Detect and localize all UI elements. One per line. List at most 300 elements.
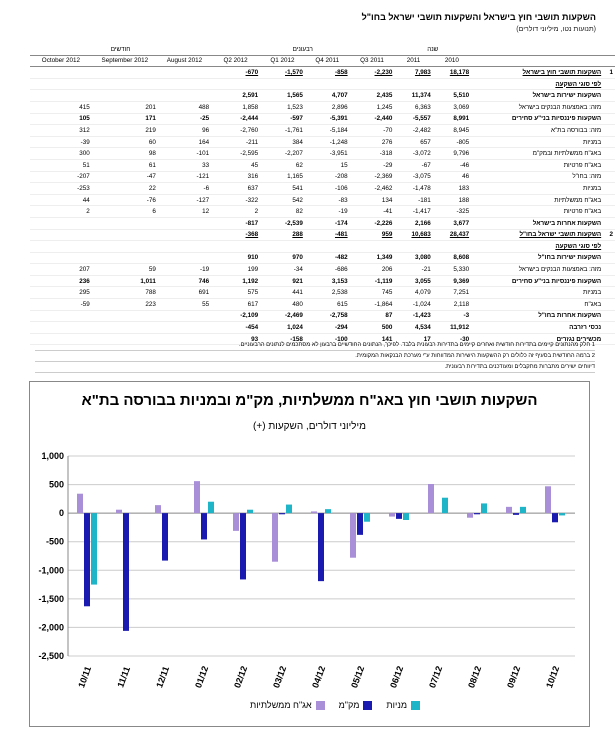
- table-cell: -2,760: [211, 125, 260, 137]
- table-cell: 8,991: [433, 113, 471, 125]
- table-cell: -2,758: [305, 310, 350, 322]
- group-monthly: חודשים: [30, 44, 211, 55]
- table-cell: -100: [305, 333, 350, 345]
- table-cell: 2,538: [305, 287, 350, 299]
- table-cell: -2,440: [350, 113, 395, 125]
- table-cell: 11,374: [394, 90, 432, 102]
- table-row: [30, 229, 615, 241]
- table-cell: [92, 229, 158, 241]
- bar: [364, 513, 370, 522]
- row-number: [603, 217, 615, 229]
- footnote: 2 ברמה החודשית בסעיף זה כלולים רק ההשקעות הישירות המדווחות ע"י מערכת הבנקאות המקומית.: [35, 351, 595, 362]
- table-cell: [158, 229, 211, 241]
- table-cell: 637: [211, 183, 260, 195]
- table-cell: [30, 252, 92, 264]
- row-label: השקעות אחרות בישראל: [482, 217, 603, 229]
- table-cell: [92, 78, 158, 90]
- table-cell: [92, 217, 158, 229]
- table-cell: 415: [30, 101, 92, 113]
- table-cell: -208: [305, 171, 350, 183]
- x-tick-label: 11/11: [115, 665, 133, 689]
- table-cell: -2,595: [211, 148, 260, 160]
- table-cell: [433, 78, 471, 90]
- table-cell: 488: [158, 101, 211, 113]
- table-cell: [92, 252, 158, 264]
- table-cell: 276: [350, 136, 395, 148]
- bar: [467, 513, 473, 518]
- table-row: [30, 125, 615, 137]
- bar: [545, 486, 551, 513]
- group-quarterly: רבעונים: [211, 44, 394, 55]
- row-label: השקעות פיננסיות בני"ע סחירים: [482, 113, 603, 125]
- table-cell: [92, 67, 158, 79]
- table-cell: -805: [433, 136, 471, 148]
- row-number: [603, 287, 615, 299]
- table-row: [30, 113, 615, 125]
- x-tick-label: 08/12: [466, 664, 484, 690]
- y-tick-label: 500: [48, 479, 64, 490]
- table-cell: -3,075: [394, 171, 432, 183]
- table-cell: 2,435: [350, 90, 395, 102]
- row-label: מזה: באמצעות הבנקים בישראל: [482, 264, 603, 276]
- row-label: נכסי רזרבה: [482, 322, 603, 334]
- table-cell: -83: [305, 194, 350, 206]
- table-cell: -106: [305, 183, 350, 195]
- table-cell: 4,707: [305, 90, 350, 102]
- table-cell: -3,072: [394, 148, 432, 160]
- table-cell: -47: [92, 171, 158, 183]
- bar: [552, 513, 558, 522]
- bar: [513, 513, 519, 515]
- column-header: 2010: [433, 55, 471, 67]
- table-cell: -2,226: [350, 217, 395, 229]
- table-cell: 1,349: [350, 252, 395, 264]
- row-label: לפי סוגי השקעה: [482, 78, 603, 90]
- table-cell: -34: [260, 264, 305, 276]
- table-cell: -70: [350, 125, 395, 137]
- bar-chart: [30, 382, 589, 726]
- table-cell: 236: [30, 275, 92, 287]
- table-cell: [260, 241, 305, 253]
- table-cell: -817: [211, 217, 260, 229]
- table-cell: 93: [211, 333, 260, 345]
- table-row: [30, 206, 615, 218]
- x-tick-label: 01/12: [193, 664, 211, 690]
- table-cell: 3,677: [433, 217, 471, 229]
- table-cell: 171: [92, 113, 158, 125]
- table-cell: -25: [158, 113, 211, 125]
- table-cell: 480: [260, 299, 305, 311]
- table-cell: 8,945: [433, 125, 471, 137]
- row-label: השקעות תושבי ישראל בחו"ל: [482, 229, 603, 241]
- bar: [123, 513, 129, 631]
- table-cell: [158, 67, 211, 79]
- table-cell: 8,608: [433, 252, 471, 264]
- row-label: מזה: באמצעות הבנקים בישראל: [482, 101, 603, 113]
- table-cell: 691: [158, 287, 211, 299]
- column-group-row: [30, 44, 615, 55]
- table-cell: 82: [260, 206, 305, 218]
- table-row: [30, 194, 615, 206]
- table-row: [30, 322, 615, 334]
- table-title: השקעות תושבי חוץ בישראל והשקעות תושבי ישראל בחו"ל: [361, 12, 596, 22]
- table-cell: -686: [305, 264, 350, 276]
- table-cell: 17: [394, 333, 432, 345]
- table-cell: -325: [433, 206, 471, 218]
- table-row: [30, 159, 615, 171]
- y-tick-label: -2,000: [38, 622, 64, 633]
- table-cell: 183: [433, 183, 471, 195]
- table-cell: 1,192: [211, 275, 260, 287]
- table-cell: 11,912: [433, 322, 471, 334]
- row-number: 2: [603, 229, 615, 241]
- table-cell: 2,896: [305, 101, 350, 113]
- bar: [311, 511, 317, 513]
- table-cell: 7,983: [394, 67, 432, 79]
- table-cell: [350, 78, 395, 90]
- bar: [474, 513, 480, 514]
- bar: [240, 513, 246, 579]
- row-number: [603, 125, 615, 137]
- bar: [481, 503, 487, 513]
- bar: [389, 513, 395, 516]
- table-cell: -6: [158, 183, 211, 195]
- table-cell: -41: [350, 206, 395, 218]
- table-cell: [158, 241, 211, 253]
- bar: [116, 510, 122, 513]
- table-cell: -597: [260, 113, 305, 125]
- table-cell: 657: [394, 136, 432, 148]
- row-label: לפי סוגי השקעה: [482, 241, 603, 253]
- table-cell: -19: [158, 264, 211, 276]
- table-row: [30, 90, 615, 102]
- table-cell: 312: [30, 125, 92, 137]
- bar: [155, 505, 161, 513]
- bar: [272, 513, 278, 562]
- table-cell: -481: [305, 229, 350, 241]
- y-tick-label: -1,500: [38, 593, 64, 604]
- table-cell: [305, 78, 350, 90]
- table-cell: -2,444: [211, 113, 260, 125]
- row-number: [603, 333, 615, 345]
- table-cell: 300: [30, 148, 92, 160]
- row-label: מזה: בחו"ל: [482, 171, 603, 183]
- row-label: השקעות ישירות בחו"ל: [482, 252, 603, 264]
- table-cell: -1,024: [394, 299, 432, 311]
- table-cell: -46: [433, 159, 471, 171]
- row-number: [603, 90, 615, 102]
- table-cell: 970: [260, 252, 305, 264]
- table-cell: 134: [350, 194, 395, 206]
- table-cell: -482: [305, 252, 350, 264]
- bar: [279, 513, 285, 514]
- column-header: August 2012: [158, 55, 211, 67]
- table-cell: -294: [305, 322, 350, 334]
- row-number: [603, 136, 615, 148]
- table-cell: 575: [211, 287, 260, 299]
- row-label: באג"ח פרטיות: [482, 206, 603, 218]
- bar: [428, 484, 434, 513]
- table-cell: 18,178: [433, 67, 471, 79]
- row-number: [603, 299, 615, 311]
- table-row: [30, 67, 615, 79]
- row-number: [603, 148, 615, 160]
- table-row: [30, 299, 615, 311]
- table-cell: 910: [211, 252, 260, 264]
- bar: [350, 513, 356, 558]
- chart-subtitle: מיליוני דולרים, השקעות (+): [253, 421, 366, 432]
- table-row: [30, 148, 615, 160]
- table-cell: 206: [350, 264, 395, 276]
- footnote: 1 חלק מהנתונים קיימים בתדירות חודשית ואחרים קיימים בתדירות רבעונית בלבד. לפיכך, הנתונים החודשיים ברבעון לא מסתכמים לנתונים הרבעוניים.: [35, 340, 595, 351]
- chart-legend: [250, 700, 420, 710]
- table-cell: 46: [433, 171, 471, 183]
- table-cell: -174: [305, 217, 350, 229]
- table-cell: [158, 78, 211, 90]
- group-annual: שנה: [394, 44, 471, 55]
- bar: [84, 513, 90, 606]
- column-header: September 2012: [92, 55, 158, 67]
- table-cell: 1,523: [260, 101, 305, 113]
- table-cell: 219: [92, 125, 158, 137]
- table-cell: -5,557: [394, 113, 432, 125]
- table-cell: [394, 78, 432, 90]
- table-cell: 746: [158, 275, 211, 287]
- table-cell: [30, 241, 92, 253]
- table-cell: [30, 67, 92, 79]
- table-cell: [92, 241, 158, 253]
- table-cell: -67: [394, 159, 432, 171]
- legend-item-makam: מק"מ: [339, 700, 373, 710]
- table-cell: 188: [433, 194, 471, 206]
- bar: [194, 481, 200, 513]
- bar: [559, 513, 565, 515]
- table-cell: [30, 322, 92, 334]
- row-label: באג"ח ממשלתיות ובמק"מ: [482, 148, 603, 160]
- table-cell: 9,369: [433, 275, 471, 287]
- table-cell: -3: [433, 310, 471, 322]
- table-cell: [158, 322, 211, 334]
- table-cell: 9,796: [433, 148, 471, 160]
- table-cell: 3,153: [305, 275, 350, 287]
- table-cell: [30, 78, 92, 90]
- row-number: [603, 183, 615, 195]
- row-label: באג"ח: [482, 299, 603, 311]
- x-tick-label: 05/12: [349, 664, 367, 690]
- table-cell: -454: [211, 322, 260, 334]
- bar: [325, 509, 331, 513]
- bar: [318, 513, 324, 581]
- table-cell: -5,184: [305, 125, 350, 137]
- x-tick-label: 07/12: [427, 664, 445, 690]
- table-cell: -76: [92, 194, 158, 206]
- table-cell: -858: [305, 67, 350, 79]
- table-cell: -211: [211, 136, 260, 148]
- table-cell: -1,417: [394, 206, 432, 218]
- table-cell: -39: [30, 136, 92, 148]
- column-header: Q4 2011: [305, 55, 350, 67]
- row-label: השקעות פיננסיות בני"ע סחירים: [482, 275, 603, 287]
- table-cell: 60: [92, 136, 158, 148]
- table-subtitle: (תנועות נטו, מיליוני דולרים): [516, 26, 596, 33]
- chart-panel: [29, 381, 590, 727]
- table-cell: 3,055: [394, 275, 432, 287]
- table-cell: [433, 241, 471, 253]
- table-cell: -121: [158, 171, 211, 183]
- table-cell: 59: [92, 264, 158, 276]
- table-cell: [92, 322, 158, 334]
- table-cell: 288: [260, 229, 305, 241]
- table-row: [30, 264, 615, 276]
- table-cell: 55: [158, 299, 211, 311]
- column-header-row: [30, 55, 615, 67]
- row-label: השקעות תושבי חוץ בישראל: [482, 67, 603, 79]
- table-cell: [158, 217, 211, 229]
- table-cell: [350, 241, 395, 253]
- chart-title: השקעות תושבי חוץ באג"ח ממשלתיות, מק"מ ובמניות בבורסה בת"א: [81, 392, 538, 409]
- table-cell: 2,118: [433, 299, 471, 311]
- table-cell: -2,109: [211, 310, 260, 322]
- bar: [233, 513, 239, 531]
- row-label: במניות: [482, 287, 603, 299]
- table-cell: 617: [211, 299, 260, 311]
- table-cell: -30: [433, 333, 471, 345]
- table-cell: 959: [350, 229, 395, 241]
- column-header: Q1 2012: [260, 55, 305, 67]
- table-cell: [158, 90, 211, 102]
- table-cell: [211, 78, 260, 90]
- row-number: [603, 194, 615, 206]
- table-cell: 96: [158, 125, 211, 137]
- table-cell: 3,080: [394, 252, 432, 264]
- data-table: [30, 44, 615, 345]
- table-row: [30, 275, 615, 287]
- table-cell: 1,024: [260, 322, 305, 334]
- table-row: [30, 241, 615, 253]
- table-cell: 164: [158, 136, 211, 148]
- table-cell: 4,534: [394, 322, 432, 334]
- table-cell: -207: [30, 171, 92, 183]
- table-cell: 6,363: [394, 101, 432, 113]
- table-row: [30, 136, 615, 148]
- table-cell: -1,864: [350, 299, 395, 311]
- table-row: [30, 287, 615, 299]
- table-cell: 7,251: [433, 287, 471, 299]
- table-cell: -318: [350, 148, 395, 160]
- row-number: [603, 206, 615, 218]
- bar: [403, 513, 409, 520]
- table-cell: [158, 252, 211, 264]
- column-header: 2011: [394, 55, 432, 67]
- legend-item-gov-bonds: אג"ח ממשלתיות: [250, 700, 325, 710]
- table-cell: 745: [350, 287, 395, 299]
- table-cell: 61: [92, 159, 158, 171]
- row-number: [603, 171, 615, 183]
- table-cell: 201: [92, 101, 158, 113]
- table-cell: -101: [158, 148, 211, 160]
- row-number: [603, 275, 615, 287]
- column-header: Q2 2012: [211, 55, 260, 67]
- bar: [357, 513, 363, 535]
- y-tick-label: 1,000: [41, 451, 64, 461]
- table-cell: -1,570: [260, 67, 305, 79]
- table-cell: 384: [260, 136, 305, 148]
- table-row: [30, 310, 615, 322]
- table-cell: -670: [211, 67, 260, 79]
- row-number: 1: [603, 67, 615, 79]
- table-cell: 2,166: [394, 217, 432, 229]
- table-cell: -21: [394, 264, 432, 276]
- table-cell: 28,437: [433, 229, 471, 241]
- table-cell: [305, 241, 350, 253]
- table-cell: 62: [260, 159, 305, 171]
- x-tick-label: 10/12: [544, 664, 562, 690]
- table-cell: 441: [260, 287, 305, 299]
- bar: [201, 513, 207, 539]
- bar: [162, 513, 168, 560]
- table-cell: [158, 310, 211, 322]
- table-row: [30, 171, 615, 183]
- table-cell: -3,951: [305, 148, 350, 160]
- column-header: Q3 2011: [350, 55, 395, 67]
- y-tick-label: 0: [58, 508, 64, 519]
- bar: [247, 510, 253, 513]
- table-cell: 199: [211, 264, 260, 276]
- table-cell: 316: [211, 171, 260, 183]
- table-cell: -1,761: [260, 125, 305, 137]
- table-row: [30, 101, 615, 113]
- table-cell: [30, 310, 92, 322]
- table-cell: [394, 241, 432, 253]
- table-cell: -253: [30, 183, 92, 195]
- table-cell: 1,565: [260, 90, 305, 102]
- table-cell: 33: [158, 159, 211, 171]
- footnote: דיווחים ישירים מתברות מתקבלים ומעודכנים בתדירות רבעונית.: [35, 362, 595, 373]
- table-cell: 1,245: [350, 101, 395, 113]
- table-cell: [92, 310, 158, 322]
- table-row: [30, 252, 615, 264]
- table-cell: 87: [350, 310, 395, 322]
- row-label: במניות: [482, 136, 603, 148]
- table-cell: 12: [158, 206, 211, 218]
- row-number: [603, 101, 615, 113]
- table-cell: -19: [305, 206, 350, 218]
- table-cell: -2,207: [260, 148, 305, 160]
- table-cell: 207: [30, 264, 92, 276]
- table-cell: [30, 217, 92, 229]
- x-tick-label: 10/11: [76, 664, 94, 690]
- row-number: [603, 78, 615, 90]
- bar: [520, 507, 526, 513]
- table-cell: [30, 90, 92, 102]
- table-row: [30, 183, 615, 195]
- table-cell: 2: [30, 206, 92, 218]
- table-cell: -368: [211, 229, 260, 241]
- footnotes: [35, 340, 595, 373]
- y-tick-label: -500: [45, 536, 64, 547]
- bar: [442, 498, 448, 513]
- bar: [396, 513, 402, 519]
- table-cell: -2,230: [350, 67, 395, 79]
- table-cell: -2,482: [394, 125, 432, 137]
- bar: [286, 505, 292, 514]
- y-tick-label: -2,500: [38, 651, 64, 661]
- row-label: במניות: [482, 183, 603, 195]
- legend-item-stocks: מניות: [386, 700, 420, 710]
- row-number: [603, 113, 615, 125]
- table-cell: 5,330: [433, 264, 471, 276]
- x-tick-label: 12/11: [154, 664, 172, 690]
